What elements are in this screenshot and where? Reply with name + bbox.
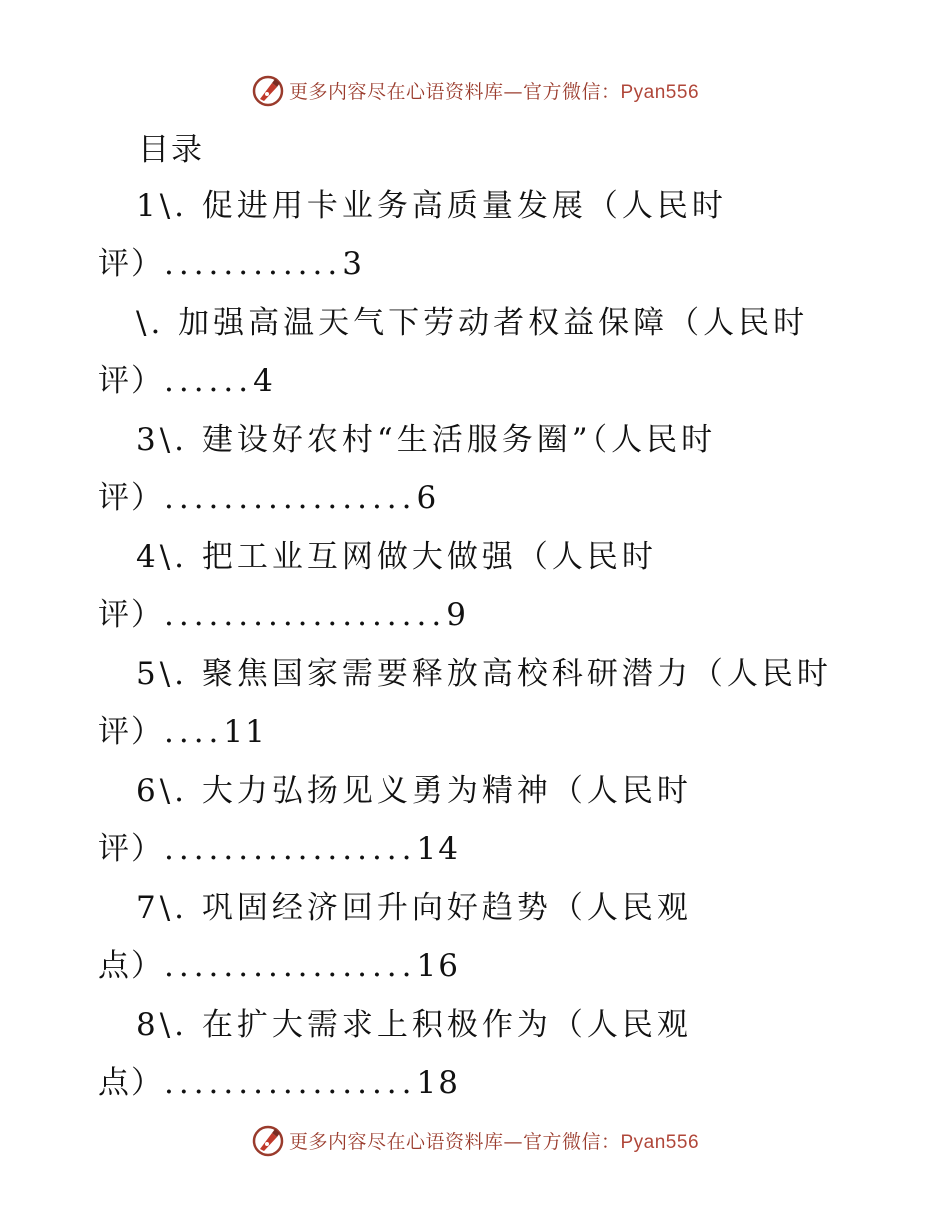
- toc-leader-dots: ....: [164, 714, 224, 750]
- toc-entry-title[interactable]: 6\. 大力弘扬见义勇为精神（人民时: [136, 773, 692, 809]
- toc-entry-title[interactable]: 8\. 在扩大需求上积极作为（人民观: [136, 1007, 692, 1043]
- toc-entry-title[interactable]: \. 加强高温天气下劳动者权益保障（人民时: [136, 305, 809, 341]
- pen-nib-circle-icon: [251, 1123, 285, 1157]
- toc-leader-dots: .................: [164, 1065, 417, 1101]
- header-watermark: [0, 70, 950, 110]
- toc-page-number: 14: [416, 831, 460, 867]
- toc-entry-page-line[interactable]: [98, 244, 364, 284]
- toc-entry-title[interactable]: 5\. 聚焦国家需要释放高校科研潜力（人民时: [136, 656, 832, 692]
- watermark-text: 更多内容尽在心语资料库—官方微信：Pyan556: [288, 80, 700, 103]
- toc-entry-suffix: 点）: [98, 948, 164, 984]
- toc-entry-title[interactable]: 4\. 把工业互网做大做强（人民时: [136, 539, 657, 575]
- toc-leader-dots: ............: [164, 246, 343, 282]
- toc-entry-page-line[interactable]: [98, 829, 460, 869]
- watermark-text: 更多内容尽在心语资料库—官方微信：Pyan556: [288, 1130, 700, 1153]
- toc-entry-suffix: 评）: [98, 480, 164, 516]
- toc-entry-page-line[interactable]: [98, 1063, 460, 1103]
- toc-page-number: 11: [223, 714, 267, 750]
- toc-entry-suffix: 评）: [98, 597, 164, 633]
- toc-entry-page-line[interactable]: [98, 712, 267, 752]
- toc-title: 目录: [138, 132, 204, 168]
- toc-page-number: 18: [416, 1065, 460, 1101]
- toc-entry-suffix: 评）: [98, 714, 164, 750]
- toc-leader-dots: ...................: [164, 597, 447, 633]
- toc-entry-suffix: 评）: [98, 831, 164, 867]
- toc-leader-dots: .................: [164, 480, 417, 516]
- toc-entry-title[interactable]: 3\. 建设好农村“生活服务圈”（人民时: [136, 422, 717, 458]
- toc-page-number: 16: [416, 948, 460, 984]
- toc-leader-dots: .................: [164, 948, 417, 984]
- toc-entry-title[interactable]: 7\. 巩固经济回升向好趋势（人民观: [136, 890, 692, 926]
- toc-page-number: 3: [342, 246, 364, 282]
- toc-entry-page-line[interactable]: [98, 361, 275, 401]
- toc-leader-dots: .................: [164, 831, 417, 867]
- footer-watermark: [0, 1120, 950, 1160]
- toc-entry-suffix: 评）: [98, 363, 164, 399]
- toc-entry-suffix: 点）: [98, 1065, 164, 1101]
- toc-page-number: 4: [253, 363, 275, 399]
- toc-entry-suffix: 评）: [98, 246, 164, 282]
- toc-page-number: 6: [416, 480, 439, 516]
- toc-page-number: 9: [446, 597, 468, 633]
- pen-nib-circle-icon: [251, 73, 285, 107]
- toc-entry-page-line[interactable]: [98, 595, 468, 635]
- toc-entry-page-line[interactable]: [98, 946, 460, 986]
- toc-entry-page-line[interactable]: [98, 478, 438, 518]
- toc-leader-dots: ......: [164, 363, 254, 399]
- toc-entry-title[interactable]: 1\. 促进用卡业务高质量发展（人民时: [136, 188, 727, 224]
